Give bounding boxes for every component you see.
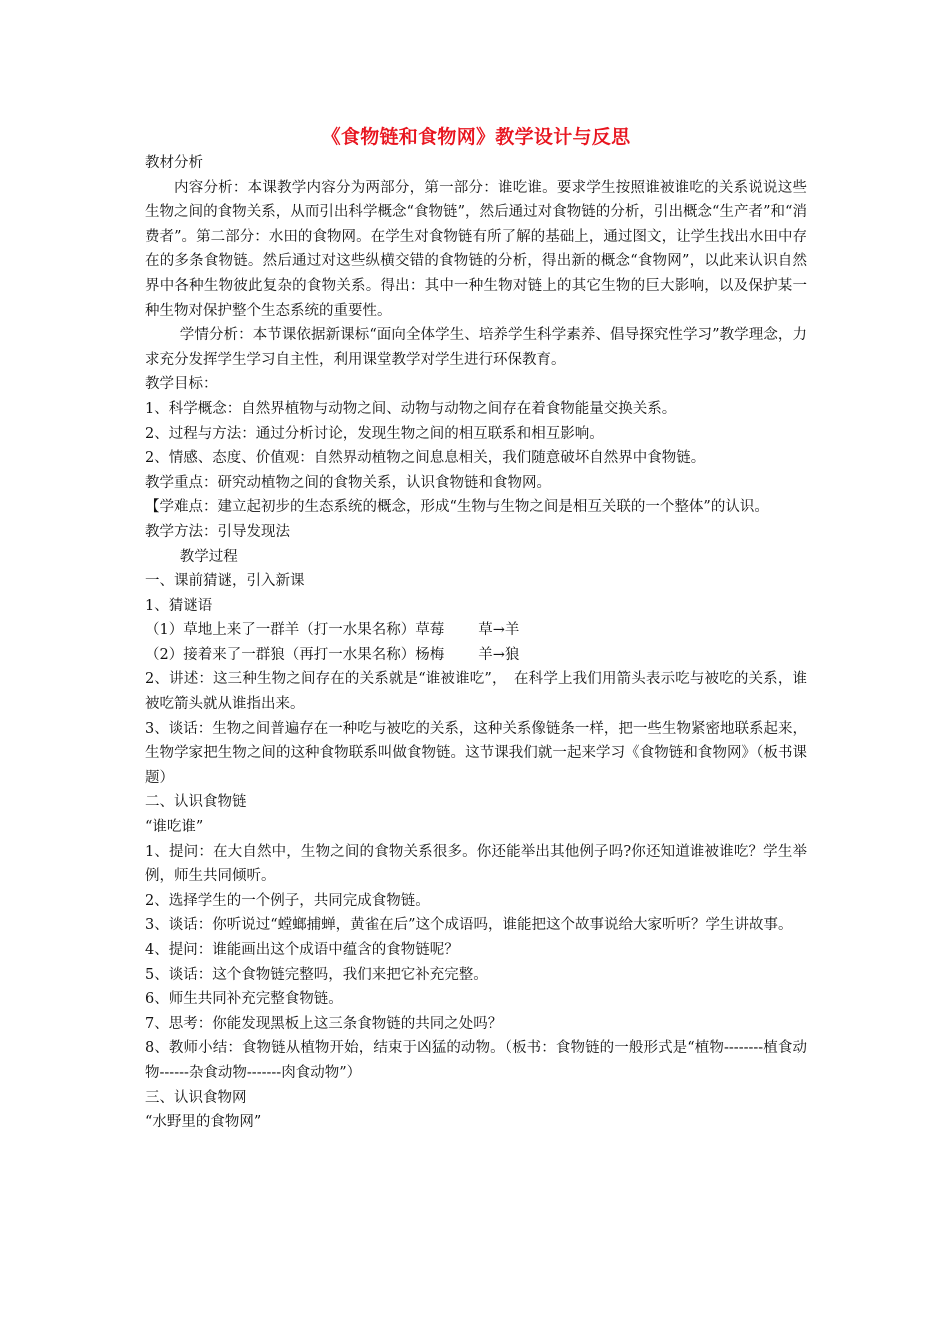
material-heading: 教材分析 bbox=[145, 155, 203, 171]
part2-quote: “谁吃谁” bbox=[145, 819, 204, 836]
goals-heading: 教学目标： bbox=[145, 376, 218, 393]
goal-item: 1、科学概念：自然界植物与动物之间、动物与动物之间存在着食物能量交换关系。 bbox=[145, 400, 677, 417]
step-paragraph: 3、谈话：生物之间普遍存在一种吃与被吃的关系，这种关系像链条一样，把一些生物紧密地联系起来，生物学家把生物之间的这种食物联系叫做食物链。这节课我们就一起来学习《食物链和食物网》（板书课题） bbox=[145, 720, 807, 786]
goal-item: 2、情感、态度、价值观：自然界动植物之间息息相关，我们随意破坏自然界中食物链。 bbox=[145, 450, 706, 467]
step-paragraph: 2、讲述：这三种生物之间存在的关系就是“谁被谁吃”， 在科学上我们用箭头表示吃与被吃的关系，谁被吃箭头就从谁指出来。 bbox=[145, 671, 807, 713]
step-line: 2、选择学生的一个例子，共同完成食物链。 bbox=[145, 892, 430, 909]
riddle-text: （1）草地上来了一群羊（打一水果名称）草莓 bbox=[145, 622, 445, 639]
goal-item: 2、过程与方法：通过分析讨论，发现生物之间的相互联系和相互影响。 bbox=[145, 425, 604, 442]
key-point: 教学重点：研究动植物之间的食物关系，认识食物链和食物网。 bbox=[145, 474, 551, 491]
step-paragraph: 8、教师小结：食物链从植物开始，结束于凶猛的动物。（板书：食物链的一般形式是“植物--------植食动物------杂食动物-------肉食动物”） bbox=[145, 1040, 807, 1081]
step-line: 5、谈话：这个食物链完整吗，我们来把它补充完整。 bbox=[145, 966, 488, 983]
step-line: 7、思考：你能发现黑板上这三条食物链的共同之处吗？ bbox=[145, 1015, 503, 1032]
riddle-chain: 羊→狼 bbox=[478, 646, 520, 663]
step-paragraph: 1、提问：在大自然中，生物之间的食物关系很多。你还能举出其他例子吗?你还知道谁被谁吃？学生举例，师生共同倾听。 bbox=[145, 843, 807, 885]
part3-quote: “水野里的食物网” bbox=[145, 1114, 262, 1131]
document-title: 《食物链和食物网》教学设计与反思 bbox=[321, 126, 631, 148]
difficulty-paragraph: 【学难点：建立起初步的生态系统的概念，形成“生物与生物之间是相互关联的一个整体”的认识。 bbox=[145, 499, 769, 516]
student-analysis-paragraph: 学情分析：本节课依据新课标“面向全体学生、培养学生科学素养、倡导探究性学习”教学理念，力求充分发挥学生学习自主性，利用课堂教学对学生进行环保教育。 bbox=[145, 327, 807, 368]
riddle-item bbox=[145, 643, 807, 668]
teaching-method: 教学方法：引导发现法 bbox=[145, 523, 290, 540]
step-line: 4、提问：谁能画出这个成语中蕴含的食物链呢？ bbox=[145, 942, 459, 958]
part3-heading: 三、认识食物网 bbox=[145, 1089, 247, 1106]
step-line: 6、师生共同补充完整食物链。 bbox=[145, 991, 343, 1008]
part1-heading: 一、课前猜谜，引入新课 bbox=[145, 573, 305, 590]
riddle-heading: 1、猜谜语 bbox=[145, 597, 213, 614]
riddle-item bbox=[145, 618, 807, 643]
process-heading: 教学过程 bbox=[179, 548, 238, 565]
part2-heading: 二、认识食物链 bbox=[145, 794, 247, 811]
document-page bbox=[145, 124, 807, 1135]
riddle-text: （2）接着来了一群狼（再打一水果名称）杨梅 bbox=[145, 646, 445, 663]
riddle-chain: 草→羊 bbox=[478, 622, 520, 639]
step-paragraph: 3、谈话：你听说过“螳螂捕蝉，黄雀在后”这个成语吗，谁能把这个故事说给大家听听？学生讲故事。 bbox=[145, 917, 793, 934]
content-analysis-paragraph: 内容分析：本课教学内容分为两部分，第一部分：谁吃谁。要求学生按照谁被谁吃的关系说说这些生物之间的食物关系，从而引出科学概念“食物链”，然后通过对食物链的分析，引出概念“生产者”和“消费者”。第二部分：水田的食物网。在学生对食物链有所了解的基础上，通过图文，让学生找出水田中存在的多条食物链。然后通过对这些纵横交错的食物链的分析，得出新的概念“食物网”，以此来认识自然界中各种生物彼此复杂的食物关系。得出：其中一种生物对链上的其它生物的巨大影响，以及保护某一种生物对保护整个生态系统的重要性。 bbox=[145, 179, 807, 319]
